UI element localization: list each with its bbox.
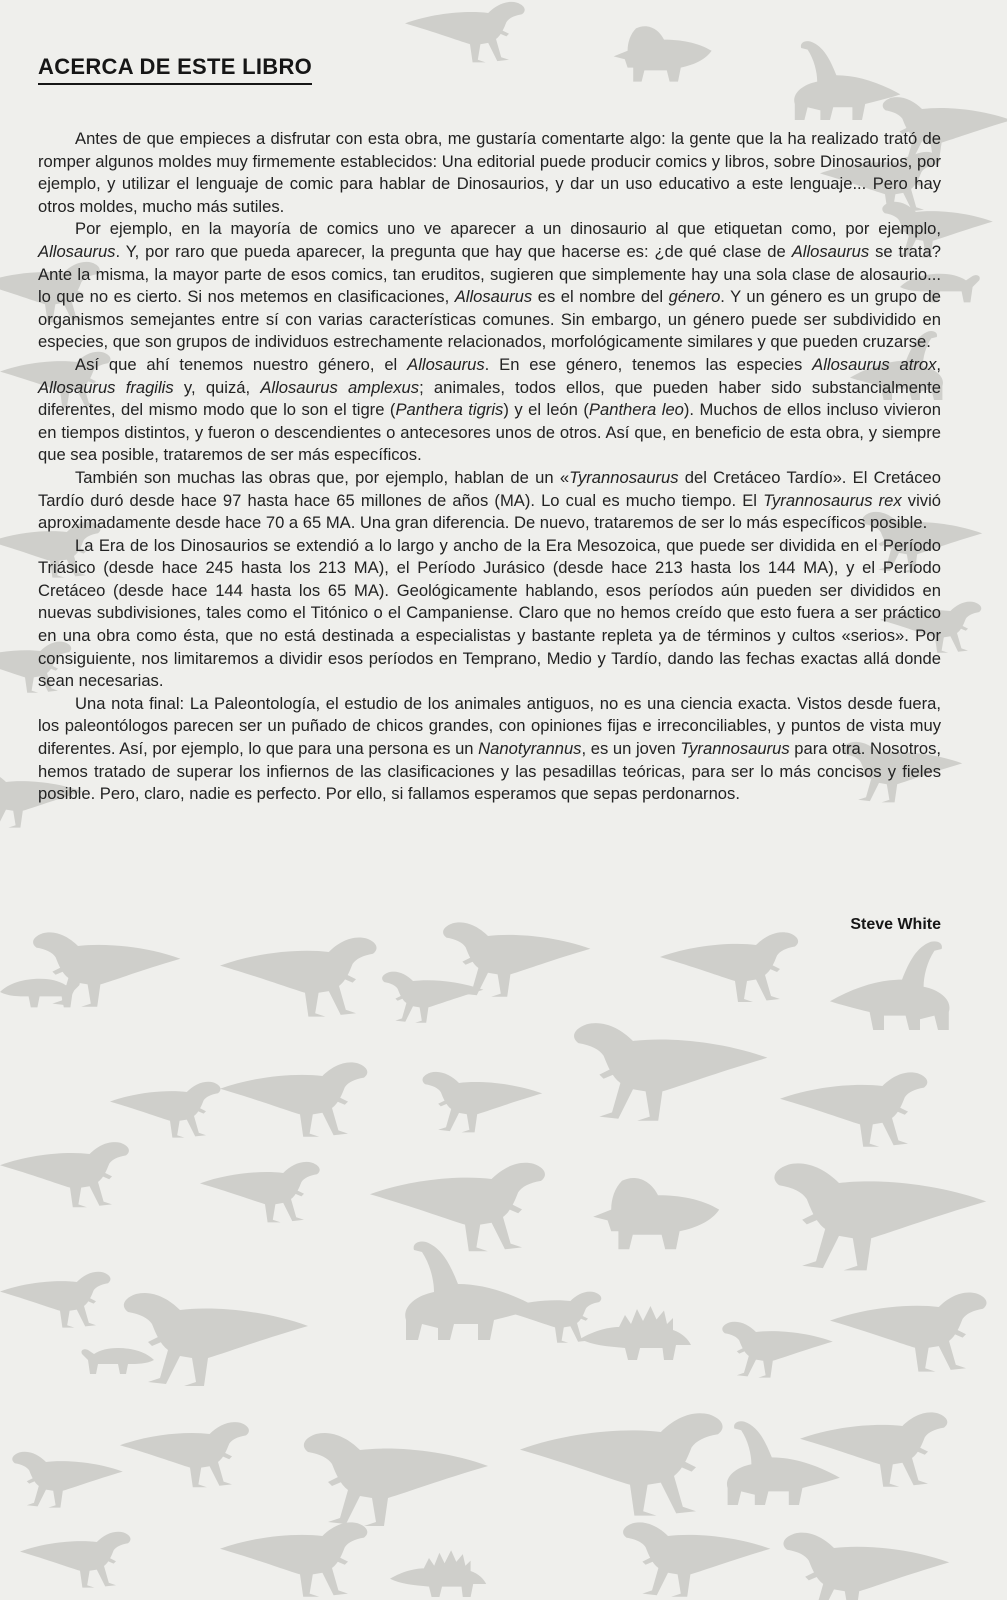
italic-term: Allosaurus atrox	[812, 354, 937, 374]
paragraph	[38, 218, 941, 354]
text-run: ,	[936, 354, 942, 374]
page-title: ACERCA DE ESTE LIBRO	[38, 53, 312, 85]
text-run: , es un joven	[581, 739, 681, 759]
text-run: es el nombre del	[532, 287, 669, 307]
paragraph	[38, 354, 941, 467]
text-run: Antes de que empieces a disfrutar con esta obra, me gustaría comentarte algo: la gente que la ha realizado trató de romper algunos moldes muy firmemente establecidos: Una editorial puede producir comics y libros, sobre Dinosaurios, por ejemplo, y utilizar el lenguaje de comic para hablar de Dinosaurios, y dar un uso educativo a este lenguaje... Pero hay otros moldes, mucho más sutiles.	[38, 129, 941, 216]
paragraph	[38, 535, 941, 693]
text-run: y, quizá,	[173, 377, 261, 397]
author-signature: Steve White	[850, 916, 941, 933]
italic-term: Allosaurus	[38, 241, 116, 261]
paragraph	[38, 467, 941, 535]
italic-term: Allosaurus	[791, 241, 870, 261]
italic-term: Tyrannosaurus	[680, 739, 790, 759]
text-run: se trata? Ante la misma, la mayor parte de esos comics, tan eruditos, sugieren que simplemente hay una sola clase de alosaurio... lo que no es cierto. Si nos metemos en clasificaciones,	[38, 241, 941, 307]
text-run: Por ejemplo, en la mayoría de comics uno ve aparecer a un dinosaurio al que etiquetan como, por ejemplo,	[75, 219, 941, 239]
text-run: También son muchas las obras que, por ejemplo, hablan de un «	[75, 467, 570, 487]
text-run: La Era de los Dinosaurios se extendió a lo largo y ancho de la Era Mesozoica, que puede ser dividida en el Período Triásico (desde hace 245 hasta los 213 MA), el Período Jurásico (desde hace 213 hasta los 144 MA), y el Período Cretáceo (desde hace 144 hasta los 65 MA). Geológicamente hablando, esos períodos aún pueden ser divididos en nuevas subdivisiones, tales como el Titónico o el Campaniense. Claro que no hemos creído que esto fuera a ser práctico en una obra como ésta, que no está destinada a especialistas y bastante repleta ya de términos y cultos «serios». Por consiguiente, nos limitaremos a dividir esos períodos en Temprano, Medio y Tardío, dando las fechas exactas allá donde sean necesarias.	[38, 535, 941, 691]
italic-term: Panthera leo	[588, 400, 684, 420]
italic-term: Panthera tigris	[395, 400, 504, 420]
text-run: ). Muchos de ellos incluso vivieron en tiempos distintos, y fueron o descendientes o antecesores unos de otros. Así que, en beneficio de esta obra, y siempre que sea posible, trataremos de ser más específicos.	[38, 400, 941, 465]
text-run: Una nota final: La Paleontología, el estudio de los animales antiguos, no es una ciencia exacta. Vistos desde fuera, los paleontólogos parecen ser un puñado de chicos grandes, con opiniones fijas e irreconciliables, y puntos de vista muy diferentes. Así, por ejemplo, lo que para una persona es un	[38, 693, 941, 759]
italic-term: Allosaurus fragilis	[38, 377, 174, 397]
italic-term: Allosaurus	[454, 287, 533, 307]
italic-term: Allosaurus	[407, 354, 485, 374]
text-run: vivió aproximadamente desde hace 70 a 65 MA. Una gran diferencia. De nuevo, trataremos de ser lo más específicos posible.	[38, 490, 941, 533]
text-run: . Y, por raro que pueda aparecer, la pregunta que hay que hacerse es: ¿de qué clase de	[115, 241, 792, 261]
italic-term: Allosaurus amplexus	[260, 377, 420, 397]
text-run: del Cretáceo Tardío». El Cretáceo Tardío duró desde hace 97 hasta hace 65 millones de años (MA). Lo cual es mucho tiempo. El	[38, 467, 941, 510]
italic-term: Nanotyrannus	[478, 739, 582, 759]
paragraph	[38, 128, 941, 218]
italic-term: género	[668, 287, 721, 307]
text-run: Así que ahí tenemos nuestro género, el	[75, 354, 408, 374]
text-run: para otra. Nosotros, hemos tratado de superar los infiernos de las clasificaciones y las pesadillas teóricas, para ser lo más concisos y fieles posible. Pero, claro, nadie es perfecto. Por ello, si fallamos esperamos que sepas perdonarnos.	[38, 739, 941, 804]
text-run: ; animales, todos ellos, que pueden haber sido substancialmente diferentes, del mismo modo que lo son el tigre (	[38, 377, 941, 420]
text-run: . Y un género es un grupo de organismos semejantes entre sí con varias características comunes. Sin embargo, un género puede ser subdividido en especies, que son grupos de individuos estrechamente relacionados, morfológicamente similares y que pueden cruzarse.	[38, 287, 941, 352]
italic-term: Tyrannosaurus	[569, 467, 679, 487]
body-text	[38, 128, 941, 806]
paragraph	[38, 693, 941, 806]
text-run: ) y el león (	[503, 400, 589, 420]
italic-term: Tyrannosaurus rex	[763, 490, 902, 510]
text-run: . En ese género, tenemos las especies	[484, 354, 813, 374]
